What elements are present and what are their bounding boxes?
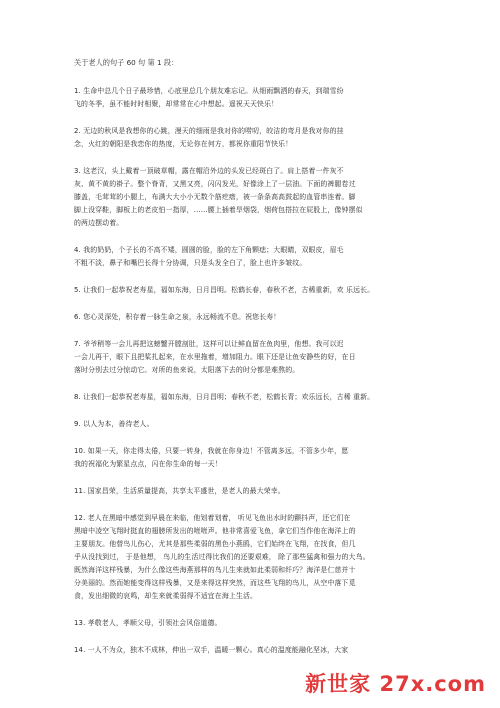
paragraph-4: 4. 我的奶奶，个子长的不高不矮，圆圆的脸，脸的左下角颗痣；大眼睛，双眼皮，眉毛 不粗不淡，鼻子和嘴巴长得十分协调，只是头发全白了，脸上也许多皱纹。 (74, 246, 344, 267)
paragraph-10: 10. 如果一天，你走得太倦，只要一转身，我就在你身边！不管离多远，不管多少年，愿 我的祝福化为繁星点点，闪在你生命的每一天！ (74, 447, 349, 468)
paragraph-7: 7. 爷爷稍等一会儿再把这螃蟹开膛剖肚，这样可以让鲜血留在鱼肉里，他想。我可以迟 一会儿再干，眼下且把桨扎起来，在水里拖着，增加阻力。眼下还是让鱼安静些的好，在日 落时分别去过分惊动它。对所的鱼来说，太阳落下去的时分都是难熬的。 (74, 340, 356, 374)
paragraph-5: 5. 让我们一起恭祝老寿星，福如东海，日月昌明。松鹤长春，春秋不老，古稀重新，欢 乐远长。 (74, 286, 375, 294)
paragraph-9: 9. 以人为本，善待老人。 (74, 420, 154, 428)
paragraph-2: 2. 无边的秋风是我想你的心跳，漫天的细雨是我对你的唠叨，皎洁的弯月是我对你的挂 念，火红的朝阳是我恋你的热度，无论你在何方，都祝你重阳节快乐！ (74, 127, 344, 148)
paragraph-12: 12. 老人在黑暗中感觉到早晨在来临，他划着划着， 听见飞鱼出水时的颤抖声，还它们在 黑暗中凌空飞翔时挺直的翅膀所发出的咝咝声。他非常喜爱飞鱼，拿它们当作他在海洋上的 主要朋友。他替鸟儿伤心，尤其是那些柔弱的黑色小燕鸥，它们始终在飞翔，在找食，但几 乎从没找到过， 于是他想， 鸟儿的生活过得比我们的还要艰难， 除了那些猛禽和强力的大鸟。 既然海洋这样残暴，为什么像这些海燕那样的鸟儿生来就如此柔弱和纤巧？海洋是仁慈并十 分美丽的。然而她能变得这样残暴，又是来得这样突然，而这些飞翔的鸟儿，从空中落下觅 食，发出细微的哀鸣，却生来就柔弱得不适宜在海上生活。 (74, 514, 370, 600)
paragraph-8: 8. 让我们一起恭祝老寿星，福如东海，日月昌明；春秋不老，松鹤长青；欢乐远长，古稀 重新。 (74, 393, 375, 401)
document-title: 关于老人的句子 60 句 第 1 段： (74, 58, 179, 67)
paragraph-6: 6. 您心灵深处，积存着一脉生命之泉，永远畅流不息。祝您长寿！ (74, 313, 281, 321)
document-content (74, 57, 444, 671)
paragraph-3: 3. 这老汉，头上戴着一顶破草帽，露在帽沿外边的头发已经斑白了。肩上搭着一件灰不 灰、黄不黄的褂子。整个脊背，又黑又亮，闪闪发光，好像涂上了一层油。下面的裤腿卷过 膝盖，毛茸茸的小腿上，布满大大小小无数个筋疙瘩，被一条条高高鼓起的血管串连着。脚 脚上没穿鞋，脚板上的老皮怕一指厚，……腰上插着旱烟袋，烟荷包搭拉在屁股上，像钟摆似 的两边摆动着。 (74, 167, 363, 227)
paragraph-1: 1. 生命中总几个日子最珍惜，心底里总几个朋友难忘记。从细雨飘洒的春天，到瑞雪纷 飞的冬季，虽不能时时相聚，却常常在心中想起。遥祝天天快乐！ (74, 87, 344, 108)
paragraph-11: 11. 国家昌荣，生活质量提高，共享太平盛世，是老人的最大荣幸。 (74, 487, 285, 495)
site-watermark: 新世家 27x.com (305, 672, 486, 696)
paragraph-14: 14. 一人不为众，独木不成林，伸出一双手，温暖一颗心。真心的温度能融化坚冰，大家 (74, 646, 349, 654)
paragraph-13: 13. 孝敬老人，孝顺父母，引领社会风俗道德。 (74, 619, 222, 627)
